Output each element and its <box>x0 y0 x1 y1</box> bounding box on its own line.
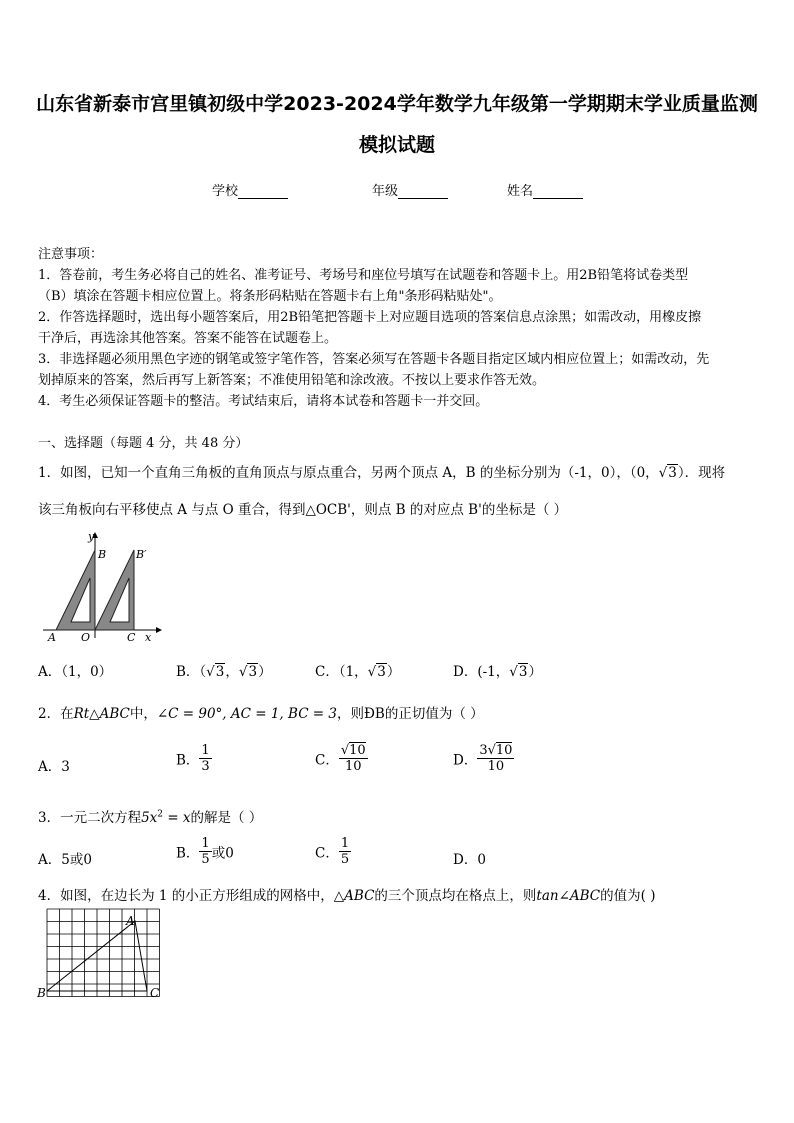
notes-heading: 注意事项： <box>38 247 104 262</box>
q4-grid-figure <box>36 905 164 1013</box>
page-title: 山东省新泰市宫里镇初级中学2023-2024学年数学九年级第一学期期末学业质量监测 <box>36 93 758 115</box>
q1-text: 1．如图，已知一个直角三角板的直角顶点与原点重合，另两个顶点 A，B 的坐标分别为（-1，0），（0， <box>38 465 659 481</box>
q1-option-b[interactable]: B．（√3，√3） <box>176 664 272 680</box>
q1-text-end: ）．现将 <box>677 465 726 481</box>
section-heading: 一、选择题（每题 4 分，共 48 分） <box>38 436 249 451</box>
sqrt-symbol: √3 <box>658 465 677 481</box>
notes-line: 干净后，再选涂其他答案。答案不能答在试题卷上。 <box>38 331 338 346</box>
q1-option-d[interactable]: D．(-1，√3） <box>453 664 542 680</box>
notes-block <box>38 244 760 412</box>
label-a: A <box>48 631 56 642</box>
school-blank[interactable] <box>238 184 288 199</box>
label-a: A <box>126 914 135 928</box>
question-1-line2: 该三角板向右平移使点 A 与点 O 重合，得到△OCB'，则点 B 的对应点 B'的坐标是（ ） <box>38 502 568 518</box>
x-axis-arrow <box>156 627 162 633</box>
label-c: C <box>127 631 136 642</box>
name-blank[interactable] <box>533 184 583 199</box>
school-field[interactable] <box>212 180 288 199</box>
q3-option-d[interactable]: D．0 <box>453 852 486 868</box>
label-c: C <box>150 986 160 1000</box>
q3-option-b[interactable]: B． $\frac{1}{5}$ 或0 <box>176 836 234 867</box>
label-b: B <box>37 986 46 1000</box>
grade-label: 年级 <box>372 184 399 199</box>
q2-option-d[interactable]: D． $\frac{3√10}{10}$ <box>453 743 513 774</box>
notes-line: （B）填涂在答题卡相应位置上。将条形码粘贴在答题卡右上角"条形码粘贴处"。 <box>38 289 502 304</box>
q2-option-c[interactable]: C． $\frac{√10}{10}$ <box>315 743 366 774</box>
q2-option-b[interactable]: B． $\frac{1}{3}$ <box>176 743 210 774</box>
grade-blank[interactable] <box>398 184 448 199</box>
notes-line: 4．考生必须保证答题卡的整洁。考试结束后，请将本试卷和答题卡一并交回。 <box>38 394 489 409</box>
grid-lines <box>47 909 160 997</box>
school-label: 学校 <box>212 184 239 199</box>
question-3: 3．一元二次方程$5x^2 = x$的解是（ ） <box>38 809 263 826</box>
label-y: y <box>88 530 95 543</box>
q2-option-a[interactable]: A．3 <box>38 759 70 775</box>
label-o: O <box>81 631 91 642</box>
notes-line: 3．非选择题必须用黑色字迹的钢笔或签字笔作答，答案必须写在答题卡各题目指定区域内相应位置上；如需改动，先 <box>38 352 710 367</box>
page-subtitle: 模拟试题 <box>358 134 435 156</box>
q1-figure <box>38 530 163 642</box>
q3-option-a[interactable]: A．5或0 <box>38 852 92 868</box>
name-label: 姓名 <box>507 184 534 199</box>
question-1-line1 <box>38 461 760 481</box>
question-2: 2．在Rt△ABC中，∠C = 90°, AC = 1, BC = 3，则ÐB的正切值为（ ） <box>38 706 484 722</box>
notes-line: 2．作答选择题时，选出每小题答案后，用2B铅笔把答题卡上对应题目选项的答案信息点涂黑；如需改动，用橡皮擦 <box>38 310 702 325</box>
question-4: 4．如图，在边长为 1 的小正方形组成的网格中，△ABC的三个顶点均在格点上，则tan∠ABC的值为( ) <box>38 888 656 904</box>
grade-field[interactable] <box>372 180 448 199</box>
notes-line: 1．答卷前，考生务必将自己的姓名、准考证号、考场号和座位号填写在试题卷和答题卡上。用2B铅笔将试卷类型 <box>38 268 689 283</box>
label-b-prime: B′ <box>136 548 147 561</box>
name-field[interactable] <box>507 180 583 199</box>
q1-option-a[interactable]: A．（1，0） <box>38 664 113 680</box>
q3-option-c[interactable]: C． $\frac{1}{5}$ <box>315 836 350 867</box>
notes-line: 划掉原来的答案，然后再写上新答案；不准使用铅笔和涂改液。不按以上要求作答无效。 <box>38 373 546 388</box>
label-x: x <box>145 631 152 642</box>
label-b: B <box>98 548 107 561</box>
q1-option-c[interactable]: C．（1，√3） <box>315 664 401 680</box>
